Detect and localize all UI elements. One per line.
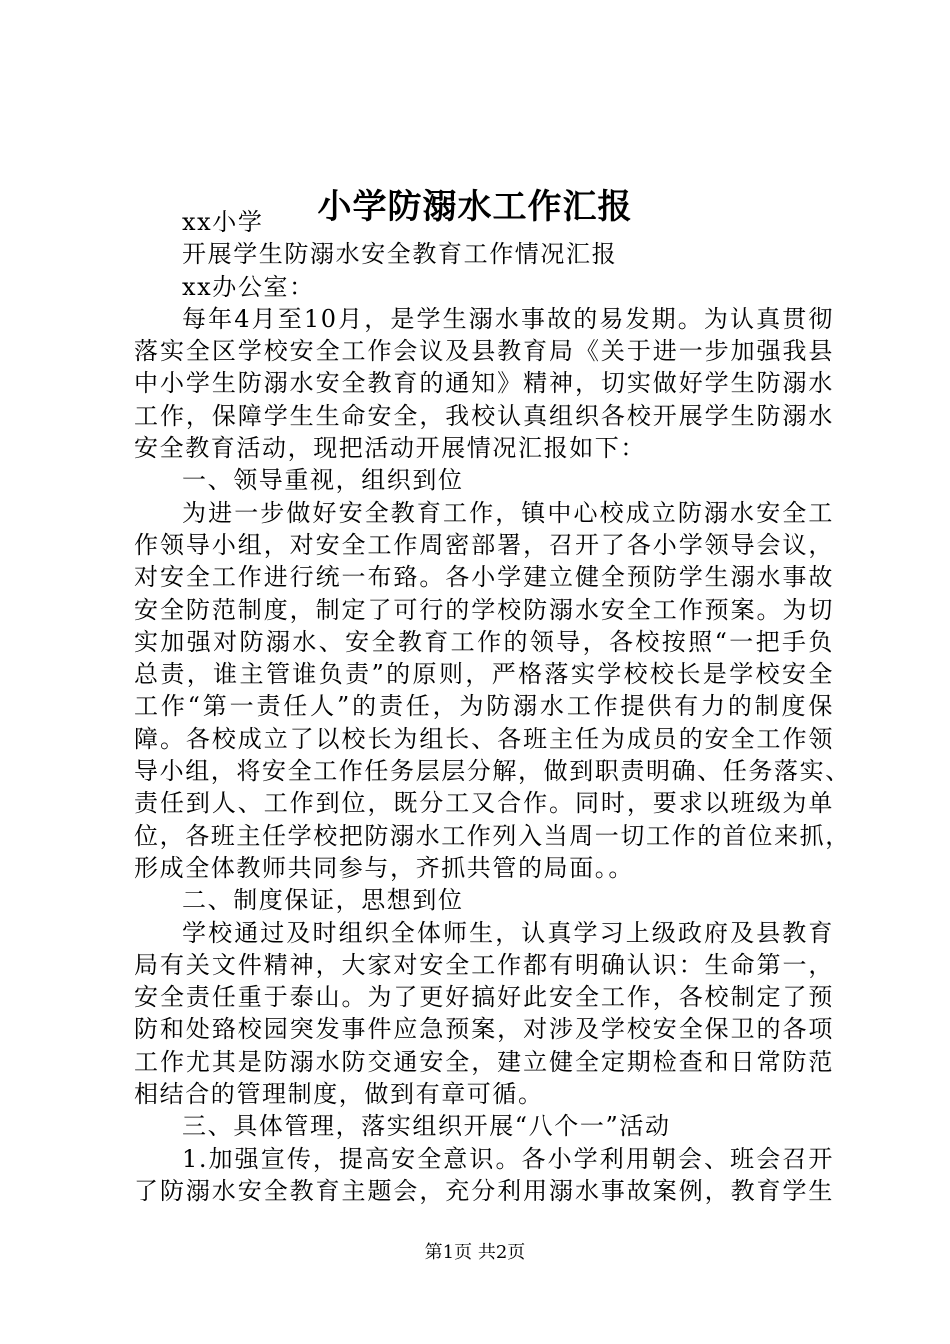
- body-line: 对安全工作进行统一布臵。各小学建立健全预防学生溺水事故: [134, 563, 834, 592]
- body-line: 防和处臵校园突发事件应急预案，对涉及学校安全保卫的各项: [134, 1015, 834, 1044]
- body-line: 二、制度保证，思想到位: [182, 886, 464, 915]
- body-line: 工作，保障学生生命安全，我校认真组织各校开展学生防溺水: [134, 401, 834, 430]
- body-line: 一、领导重视，组织到位: [182, 466, 464, 495]
- body-line: xx办公室：: [182, 272, 315, 301]
- body-line: 安全教育活动，现把活动开展情况汇报如下：: [134, 434, 646, 463]
- body-line: 工作尤其是防溺水防交通安全，建立健全定期检查和日常防范: [134, 1047, 834, 1076]
- body-line: 为进一步做好安全教育工作，镇中心校成立防溺水安全工: [182, 498, 834, 527]
- body-line: 总责，谁主管谁负责”的原则，严格落实学校校长是学校安全: [134, 660, 834, 689]
- body-line: 落实全区学校安全工作会议及县教育局《关于进一步加强我县: [134, 337, 834, 366]
- body-line: 学校通过及时组织全体师生，认真学习上级政府及县教育: [182, 918, 834, 947]
- body-line: 每年4月至10月，是学生溺水事故的易发期。为认真贯彻: [182, 304, 834, 333]
- document-body: [134, 206, 851, 1207]
- body-line: 作领导小组，对安全工作周密部署，召开了各小学领导会议，: [134, 530, 834, 559]
- body-line: 三、具体管理，落实组织开展“八个一”活动: [182, 1112, 671, 1141]
- body-line: 局有关文件精神，大家对安全工作都有明确认识：生命第一，: [134, 950, 834, 979]
- body-line: 形成全体教师共同参与，齐抓共管的局面。。: [134, 853, 634, 882]
- body-line: 相结合的管理制度，做到有章可循。: [134, 1080, 544, 1109]
- body-line: 责任到人、工作到位，既分工又合作。同时，要求以班级为单: [134, 789, 834, 818]
- body-line: 实加强对防溺水、安全教育工作的领导，各校按照“一把手负: [134, 627, 834, 656]
- body-line: 了防溺水安全教育主题会，充分利用溺水事故案例，教育学生: [134, 1176, 834, 1205]
- page-number-footer: 第1页 共2页: [424, 1242, 526, 1263]
- document-title: 小学防溺水工作汇报: [317, 187, 633, 227]
- body-line: xx小学: [182, 208, 264, 236]
- body-line: 安全防范制度，制定了可行的学校防溺水安全工作预案。为切: [134, 595, 834, 624]
- body-line: 中小学生防溺水安全教育的通知》精神，切实做好学生防溺水: [134, 369, 834, 398]
- body-line: 障。各校成立了以校长为组长、各班主任为成员的安全工作领: [134, 724, 834, 753]
- body-line: 开展学生防溺水安全教育工作情况汇报: [182, 240, 618, 269]
- body-line: 安全责任重于泰山。为了更好搞好此安全工作，各校制定了预: [134, 983, 834, 1012]
- body-line: 工作“第一责任人”的责任，为防溺水工作提供有力的制度保: [134, 692, 834, 721]
- body-line: 1.加强宣传，提高安全意识。各小学利用朝会、班会召开: [182, 1144, 834, 1173]
- body-line: 位，各班主任学校把防溺水工作列入当周一切工作的首位来抓，: [134, 821, 851, 850]
- body-line: 导小组，将安全工作任务层层分解，做到职责明确、任务落实、: [134, 757, 851, 786]
